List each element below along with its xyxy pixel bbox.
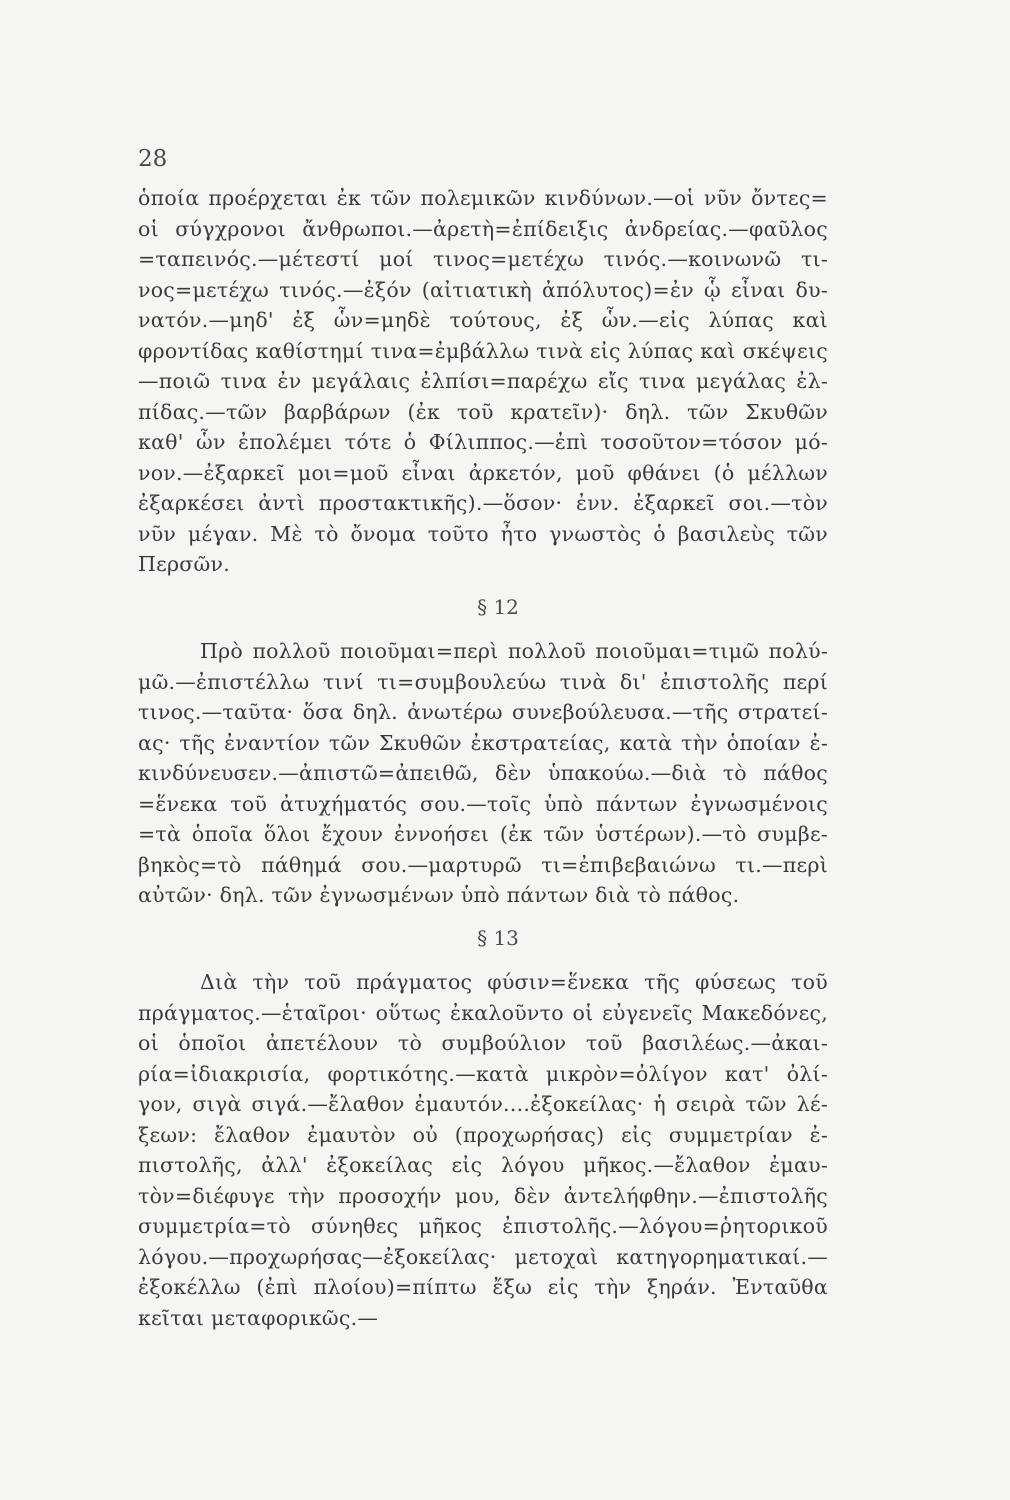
text-line: γον, σιγὰ σιγά.—ἔλαθον ἐμαυτόν....ἐξοκείλας· ἡ σειρὰ τῶν λέ- [138, 1092, 828, 1116]
text-line: καθ' ὧν ἐπολέμει τότε ὁ Φίλιππος.—ἐπὶ τοσοῦτον=τόσον μό- [138, 430, 828, 454]
text-line: Περσῶν. [138, 552, 230, 576]
text-line: μῶ.—ἐπιστέλλω τινί τι=συμβουλεύω τινὰ δι' ἐπιστολῆς περί [138, 669, 828, 694]
text-line: πράγματος.—ἑταῖροι· οὕτως ἐκαλοῦντο οἱ εὐγενεῖς Μακεδόνες, [138, 1000, 828, 1025]
text-line: οἱ σύγχρονοι ἄνθρωποι.—ἀρετὴ=ἐπίδειξις ἀνδρείας.—φαῦλος [138, 216, 828, 241]
text-line: νος=μετέχω τινός.—ἐξόν (αἰτιατικὴ ἀπόλυτος)=ἐν ᾧ εἶναι δυ- [138, 277, 828, 302]
section-heading: § 12 [477, 594, 519, 619]
text-line: νατόν.—μηδ' ἐξ ὧν=μηδὲ τούτους, ἐξ ὧν.—εἰς λύπας καὶ [138, 308, 828, 332]
text-line: =ταπεινός.—μέτεστί μοί τινος=μετέχω τινός.—κοινωνῶ τι- [138, 247, 828, 271]
text-line: συμμετρία=τὸ σύνηθες μῆκος ἐπιστολῆς.—λόγου=ῥητορικοῦ [138, 1214, 828, 1238]
commentary-text [138, 183, 828, 1333]
text-line: ρία=ἰδιακρισία, φορτικότης.—κατὰ μικρὸν=ὀλίγον κατ' ὀλί- [138, 1061, 828, 1086]
section-13 [138, 923, 828, 1334]
text-line: πιστολῆς, ἀλλ' ἐξοκείλας εἰς λόγου μῆκος.—ἔλαθον ἐμαυ- [138, 1153, 828, 1177]
text-line: νῦν μέγαν. Μὲ τὸ ὄνομα τοῦτο ἦτο γνωστὸς ὁ βασιλεὺς τῶν [138, 521, 828, 546]
paragraph-intro [138, 183, 828, 580]
text-line: κεῖται μεταφορικῶς.— [138, 1305, 379, 1330]
section-heading: § 13 [477, 925, 519, 950]
text-line: λόγου.—προχωρήσας—ἐξοκείλας· μετοχαὶ κατηγορηματικαί.— [138, 1244, 828, 1269]
text-line: κινδύνευσεν.—ἀπιστῶ=ἀπειθῶ, δὲν ὑπακούω.—διὰ τὸ πάθος [138, 761, 828, 785]
text-line: βηκὸς=τὸ πάθημά σου.—μαρτυρῶ τι=ἐπιβεβαιώνω τι.—περὶ [138, 852, 828, 877]
text-line: ὁποία προέρχεται ἐκ τῶν πολεμικῶν κινδύνων.—οἱ νῦν ὄντες= [138, 186, 828, 210]
text-line: =τὰ ὁποῖα ὅλοι ἔχουν ἐννοήσει (ἐκ τῶν ὑστέρων).—τὸ συμβε- [138, 822, 828, 846]
text-line: τινος.—ταῦτα· ὅσα δηλ. ἀνωτέρω συνεβούλευσα.—τῆς στρατεί- [138, 700, 828, 724]
text-line: ξεων: ἔλαθον ἐμαυτὸν οὐ (προχωρήσας) εἰς συμμετρίαν ἐ- [138, 1122, 828, 1147]
text-line: Πρὸ πολλοῦ ποιοῦμαι=περὶ πολλοῦ ποιοῦμαι=τιμῶ πολύ- [200, 639, 828, 663]
text-line: ας· τῆς ἐναντίον τῶν Σκυθῶν ἐκστρατείας, κατὰ τὴν ὁποίαν ἐ- [138, 730, 828, 755]
section-12 [138, 592, 828, 911]
text-line: Διὰ τὴν τοῦ πράγματος φύσιν=ἕνεκα τῆς φύσεως τοῦ [200, 970, 828, 994]
text-line: αὐτῶν· δηλ. τῶν ἐγνωσμένων ὑπὸ πάντων διὰ τὸ πάθος. [138, 883, 740, 907]
text-line: ἐξαρκέσει ἀντὶ προστακτικῆς).—ὅσον· ἐνν. ἐξαρκεῖ σοι.—τὸν [138, 491, 828, 515]
text-line: οἱ ὁποῖοι ἀπετέλουν τὸ συμβούλιον τοῦ βασιλέως.—ἀκαι- [138, 1031, 828, 1055]
text-line: φροντίδας καθίστημί τινα=ἐμβάλλω τινὰ εἰς λύπας καὶ σκέψεις [138, 338, 828, 363]
text-line: —ποιῶ τινα ἐν μεγάλαις ἐλπίσι=παρέχω εἴς τινα μεγάλας ἐλ- [138, 369, 828, 393]
text-line: νον.—ἐξαρκεῖ μοι=μοῦ εἶναι ἀρκετόν, μοῦ φθάνει (ὁ μέλλων [138, 460, 828, 485]
text-line: πίδας.—τῶν βαρβάρων (ἐκ τοῦ κρατεῖν)· δηλ. τῶν Σκυθῶν [138, 399, 828, 424]
text-line: τὸν=διέφυγε τὴν προσοχήν μου, δὲν ἀντελήφθην.—ἐπιστολῆς [138, 1183, 828, 1208]
text-line: ἐξοκέλλω (ἐπὶ πλοίου)=πίπτω ἔξω εἰς τὴν ξηράν. Ἐνταῦθα [138, 1275, 828, 1299]
text-line: =ἕνεκα τοῦ ἀτυχήματός σου.—τοῖς ὑπὸ πάντων ἐγνωσμένοις [138, 791, 828, 816]
page-number: 28 [138, 146, 168, 172]
